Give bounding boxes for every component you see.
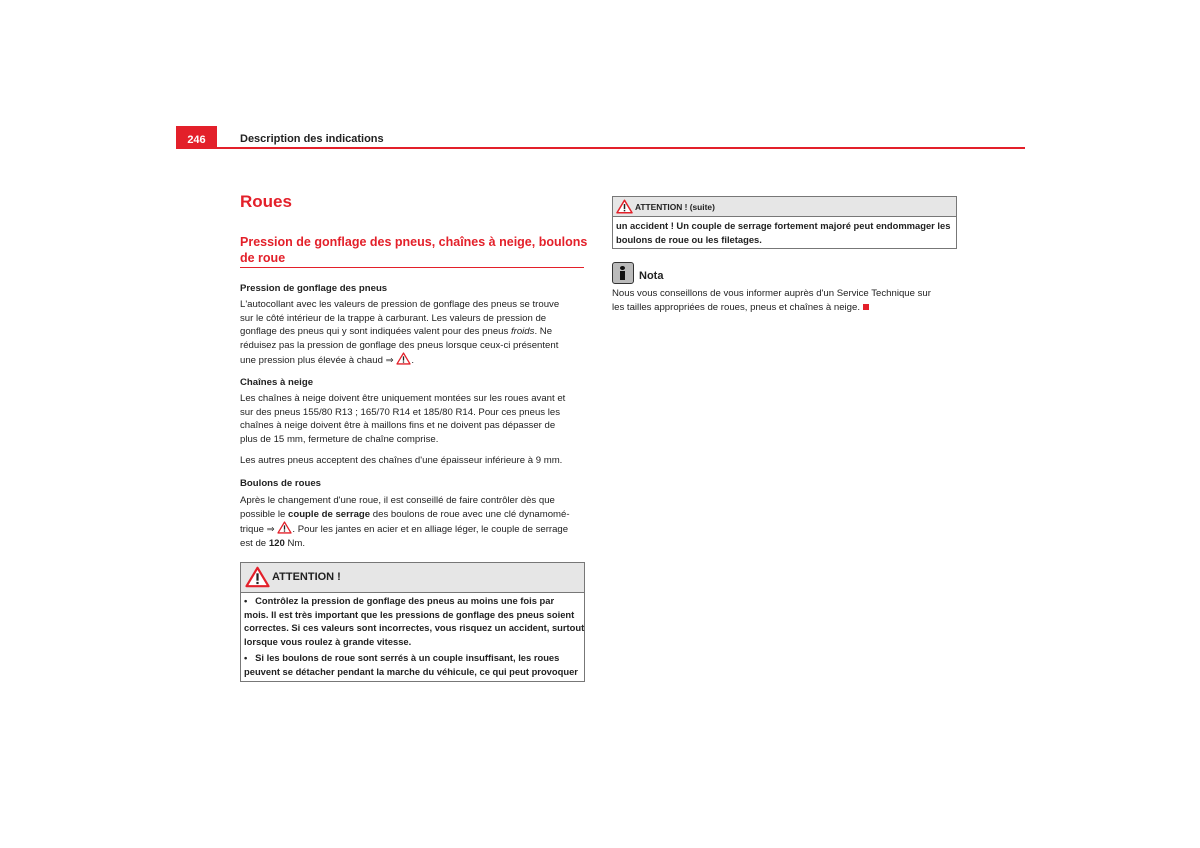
- text-line: possible le: [240, 508, 288, 520]
- nota-title: Nota: [639, 270, 664, 282]
- warning-triangle-icon[interactable]: [277, 521, 292, 534]
- warning-triangle-icon[interactable]: [396, 352, 411, 365]
- text-line: réduisez pas la pression de gonflage des pneus lorsque ceux-ci présentent: [240, 339, 559, 351]
- pression-paragraph: [240, 298, 559, 368]
- pression-heading: Pression de gonflage des pneus: [240, 283, 388, 294]
- text-line: Nous vous conseillons de vous informer auprès d'un Service Technique sur: [612, 288, 931, 299]
- subtitle-line: Pression de gonflage des pneus, chaînes à neige, boulons: [240, 235, 588, 249]
- text-line: gonflage des pneus qui y sont indiquées valent pour des pneus: [240, 326, 511, 338]
- attention-item: [244, 594, 584, 648]
- text-line: plus de 15 mm, fermeture de chaîne comprise.: [240, 433, 439, 445]
- text-line: mois. Il est très important que les pressions de gonflage des pneus soient: [244, 608, 575, 620]
- text-line: Nm.: [284, 537, 306, 549]
- text-line: sur des pneus 155/80 R13 ; 165/70 R14 et 185/80 R14. Pour ces pneus les: [240, 406, 561, 418]
- text-line: Si les boulons de roue sont serrés à un couple insuffisant, les roues: [255, 652, 560, 663]
- page-title: Roues: [240, 192, 292, 211]
- chaines-heading: Chaînes à neige: [240, 377, 314, 388]
- text-line: .: [411, 355, 414, 367]
- warning-triangle-icon: [616, 199, 633, 214]
- section-header: Description des indications: [240, 133, 384, 145]
- text-line: . Pour les jantes en acier et en alliage léger, le couple de serrage: [292, 524, 569, 536]
- attention-suite-title: ATTENTION ! (suite): [635, 202, 715, 212]
- boulons-paragraph: [240, 494, 570, 550]
- attention-title: ATTENTION !: [272, 571, 341, 583]
- text-line: sur le côté intérieur de la trappe à carburant. Les valeurs de pression de: [240, 312, 547, 324]
- subtitle-line: de roue: [240, 251, 286, 265]
- text-line: boulons de roue ou les filetages.: [616, 233, 762, 245]
- text-line: correctes. Si ces valeurs sont incorrectes, vous risquez un accident, surtout: [244, 622, 585, 634]
- text-line: un accident ! Un couple de serrage fortement majoré peut endommager les: [616, 220, 951, 231]
- attention-header: [241, 563, 584, 593]
- text-line: des boulons de roue avec une clé dynamomé-: [370, 508, 570, 520]
- chaines-paragraph: [240, 392, 565, 446]
- text-line: L'autocollant avec les valeurs de pression de gonflage des pneus se trouve: [240, 299, 560, 310]
- page-number: 246: [176, 126, 217, 149]
- nota-text: [612, 287, 931, 314]
- text-line: . Ne: [534, 326, 553, 338]
- subtitle-rule: [240, 267, 584, 268]
- text-line: est de: [240, 537, 269, 549]
- attention-box: [240, 562, 585, 682]
- text-line: Après le changement d'une roue, il est conseillé de faire contrôler dès que: [240, 495, 555, 506]
- text-line: trique ⇒: [240, 524, 278, 536]
- bullet: •: [244, 652, 248, 663]
- attention-item: [244, 651, 578, 678]
- chaines-paragraph-2: Les autres pneus acceptent des chaînes d'une épaisseur inférieure à 9 mm.: [240, 455, 563, 466]
- attention-suite-header: [613, 197, 956, 217]
- text-line: chaînes à neige doivent être à maillons fins et ne doivent pas dépasser de: [240, 420, 556, 432]
- bold-text: 120: [268, 537, 285, 549]
- warning-triangle-icon: [245, 566, 270, 588]
- text-line: une pression plus élevée à chaud ⇒: [240, 355, 397, 367]
- text-line: les tailles appropriées de roues, pneus et chaînes à neige.: [612, 301, 860, 313]
- subtitle: [240, 234, 587, 266]
- info-icon: [612, 262, 634, 284]
- attention-suite-text: [616, 219, 950, 246]
- text-line: lorsque vous roulez à grande vitesse.: [244, 635, 412, 647]
- header-rule: [176, 147, 1025, 149]
- attention-suite-box: [612, 196, 957, 249]
- text-line: Contrôlez la pression de gonflage des pneus au moins une fois par: [255, 595, 555, 606]
- bullet: •: [244, 595, 248, 606]
- italic-text: froids: [510, 326, 535, 338]
- bold-text: couple de serrage: [288, 508, 371, 520]
- text-line: peuvent se détacher pendant la marche du véhicule, ce qui peut provoquer: [244, 665, 578, 677]
- end-square-icon: [863, 304, 869, 310]
- boulons-heading: Boulons de roues: [240, 478, 322, 489]
- text-line: Les chaînes à neige doivent être uniquement montées sur les roues avant et: [240, 393, 566, 404]
